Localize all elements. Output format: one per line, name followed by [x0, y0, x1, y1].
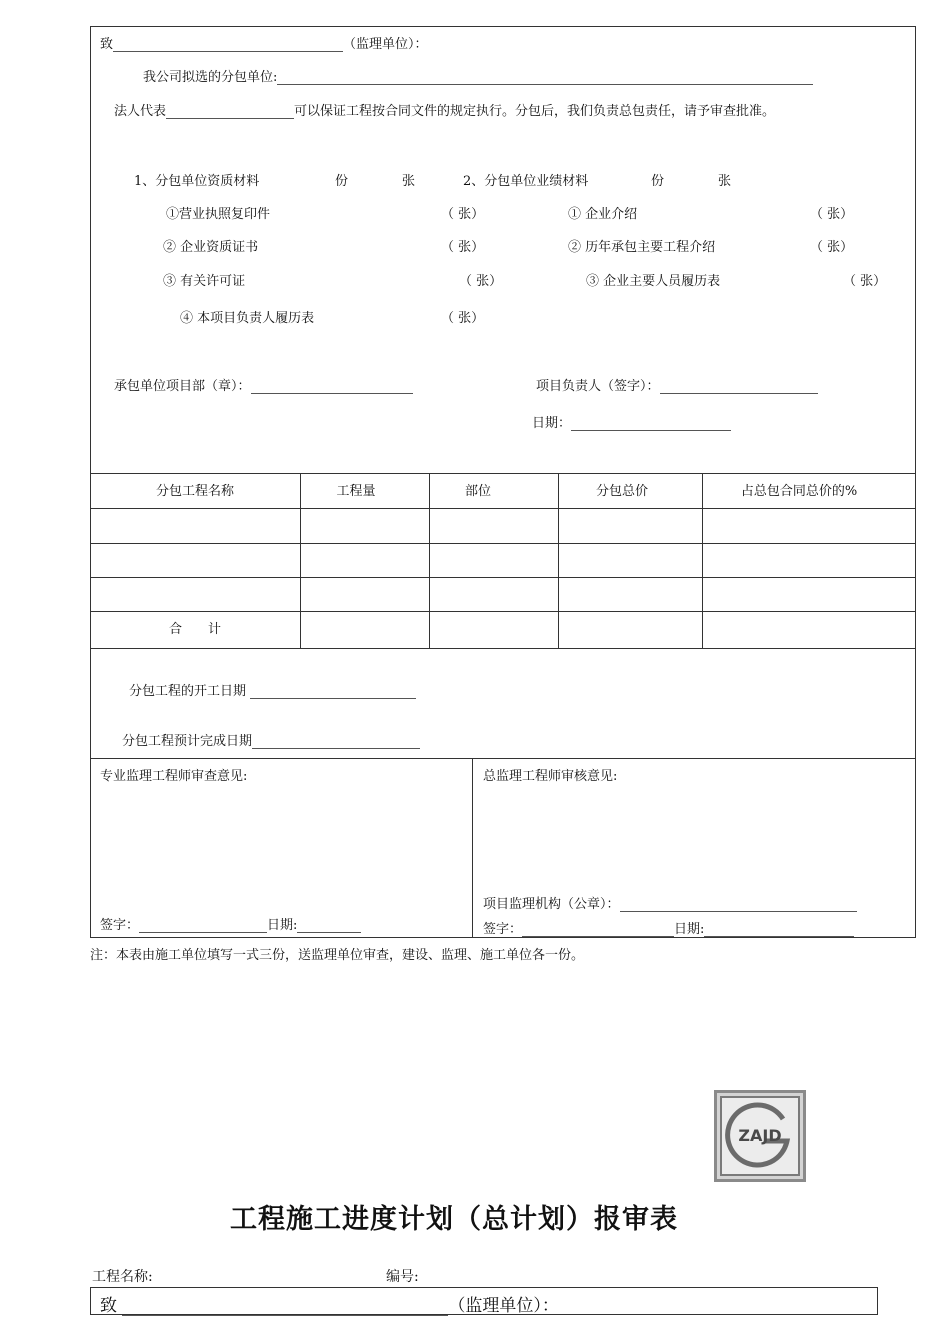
sign-label: 签字：	[100, 918, 140, 933]
project-name-label: 工程名称:	[92, 1269, 153, 1285]
left-item-2: ② 企业资质证书	[163, 240, 259, 255]
legal-rep-field[interactable]	[166, 106, 294, 119]
org-label: 项目监理机构（公章）：	[483, 897, 620, 912]
header-percentage: 占总包合同总价的%	[740, 484, 858, 499]
to-supervisor-field[interactable]	[113, 39, 343, 52]
subcontractor-field[interactable]	[277, 72, 813, 85]
legal-rep-line	[114, 100, 775, 119]
legal-rep-text: 可以保证工程按合同文件的规定执行。分包后，我们负责总包责任，请予审查批准。	[294, 104, 776, 119]
materials-right-head: 2、分包单位业绩材料	[463, 174, 589, 189]
engineer-opinion-label: 专业监理工程师审查意见:	[100, 769, 248, 784]
right-item-2-count: （ 张）	[810, 240, 854, 255]
to-line	[100, 33, 428, 52]
start-date-field[interactable]	[250, 686, 416, 699]
legal-rep-label: 法人代表	[114, 104, 167, 119]
manager-line	[536, 375, 818, 394]
date-label: 日期：	[532, 416, 572, 431]
zajd-logo	[714, 1090, 806, 1182]
date-colon-label: 日期:	[267, 918, 298, 933]
chief-date-label: 日期:	[674, 922, 705, 937]
org-seal-field[interactable]	[620, 899, 857, 912]
table-col-1	[300, 473, 301, 648]
chief-sign-label: 签字：	[483, 922, 523, 937]
engineer-signature-field[interactable]	[139, 920, 267, 933]
left-item-1-count: （ 张）	[441, 207, 485, 222]
dept-label: 承包单位项目部（章）：	[114, 379, 251, 394]
intro-line	[143, 66, 813, 85]
right-unit-zhang: 张	[718, 174, 732, 189]
org-seal-line	[483, 893, 857, 912]
date-line	[532, 412, 731, 431]
right-item-2: ② 历年承包主要工程介绍	[568, 240, 716, 255]
total-row-label: 合 计	[168, 622, 221, 637]
opinion-top-rule	[90, 758, 916, 759]
table-rule-1	[90, 508, 916, 509]
right-unit-fen: 份	[651, 174, 665, 189]
dept-seal-field[interactable]	[251, 381, 413, 394]
header-location: 部位	[464, 484, 491, 499]
table-col-3	[558, 473, 559, 648]
table-rule-4	[90, 611, 916, 612]
finish-date-field[interactable]	[252, 736, 420, 749]
to-suffix: （监理单位）：	[343, 37, 428, 52]
intro-label: 我公司拟选的分包单位:	[143, 70, 278, 85]
header-total-price: 分包总价	[595, 484, 648, 499]
left-item-3-count: （ 张）	[459, 274, 503, 289]
form-two-to-line	[100, 1291, 559, 1316]
logo-text: ZAJD	[738, 1126, 782, 1145]
engineer-sign-line	[100, 914, 361, 933]
manager-label: 项目负责人（签字）：	[536, 379, 660, 394]
to-prefix: 致	[100, 37, 114, 52]
right-item-3-count: （ 张）	[843, 274, 887, 289]
chief-date-field[interactable]	[704, 924, 854, 937]
left-item-4-count: （ 张）	[441, 311, 485, 326]
table-rule-3	[90, 577, 916, 578]
left-item-3: ③ 有关许可证	[163, 274, 246, 289]
right-item-1-count: （ 张）	[810, 207, 854, 222]
manager-signature-field[interactable]	[660, 381, 818, 394]
right-item-3: ③ 企业主要人员履历表	[586, 274, 721, 289]
left-item-4: ④ 本项目负责人履历表	[180, 311, 315, 326]
start-date-line	[129, 680, 416, 699]
left-item-1: ①营业执照复印件	[166, 207, 271, 222]
table-rule-2	[90, 543, 916, 544]
table-col-2	[429, 473, 430, 648]
date-field[interactable]	[571, 418, 731, 431]
chief-signature-field[interactable]	[522, 924, 674, 937]
header-project-name: 分包工程名称	[155, 484, 234, 499]
table-col-4	[702, 473, 703, 648]
engineer-date-field[interactable]	[297, 920, 361, 933]
materials-left-head: 1、分包单位资质材料	[134, 174, 260, 189]
number-label: 编号:	[386, 1269, 419, 1285]
form-two-title: 工程施工进度计划（总计划）报审表	[230, 1204, 678, 1235]
chief-sign-line	[483, 918, 854, 937]
finish-date-line	[122, 730, 420, 749]
dept-line	[114, 375, 413, 394]
header-quantity: 工程量	[336, 484, 376, 499]
right-item-1: ① 企业介绍	[568, 207, 638, 222]
start-date-label: 分包工程的开工日期	[129, 684, 247, 699]
left-unit-fen: 份	[335, 174, 349, 189]
left-item-2-count: （ 张）	[441, 240, 485, 255]
form-two-supervisor-field[interactable]	[122, 1299, 448, 1316]
opinion-divider	[472, 758, 473, 938]
table-top-rule	[90, 473, 916, 474]
form-two-to-prefix: 致	[100, 1296, 117, 1316]
table-bottom-rule	[90, 648, 916, 649]
zajd-logo-mark-icon	[717, 1093, 803, 1179]
chief-opinion-label: 总监理工程师审核意见:	[483, 769, 618, 784]
form-two-to-suffix: （监理单位）：	[448, 1296, 559, 1316]
finish-date-label: 分包工程预计完成日期	[122, 734, 253, 749]
left-unit-zhang: 张	[402, 174, 416, 189]
footnote: 注：本表由施工单位填写一式三份，送监理单位审查，建设、监理、施工单位各一份。	[90, 948, 585, 963]
